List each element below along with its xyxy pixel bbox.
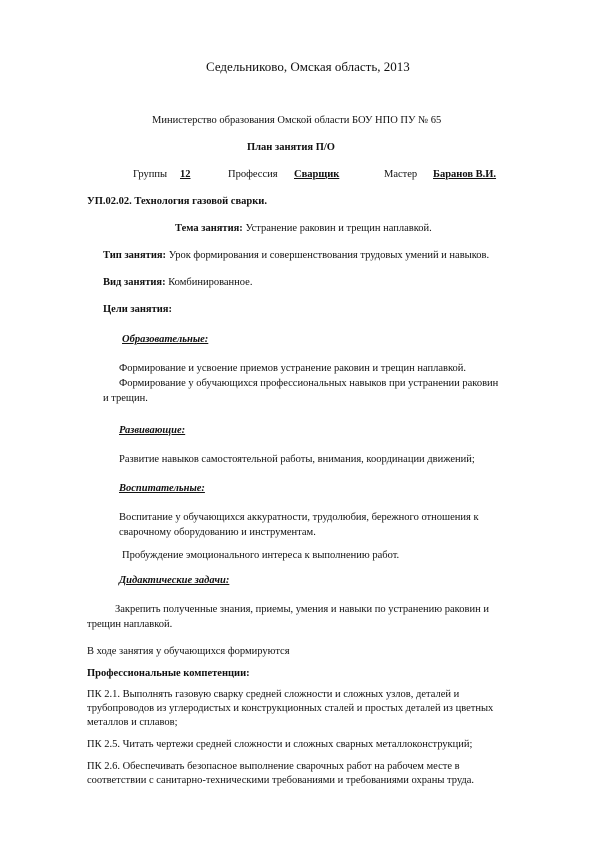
kind-line bbox=[103, 276, 252, 289]
pk-2-6-line-2: соответствии с санитарно-техническими требованиями и требованиями охраны труда. bbox=[87, 775, 475, 786]
kind-value: Комбинированное. bbox=[168, 277, 253, 288]
upbringing-line-1a: Воспитание у обучающихся аккуратности, трудолюбия, бережного отношения к bbox=[119, 512, 479, 523]
pk-2-1-line-2: трубопроводов из углеродистых и конструкционных сталей и простых деталей из цветных bbox=[87, 703, 494, 714]
topic-value: Устранение раковин и трещин наплавкой. bbox=[245, 223, 432, 234]
topic-line bbox=[175, 222, 432, 235]
developing-heading: Развивающие: bbox=[119, 425, 186, 436]
pk-2-5: ПК 2.5. Читать чертежи средней сложности и сложных сварных металлоконструкций; bbox=[87, 739, 473, 750]
pk-2-6-line-1: ПК 2.6. Обеспечивать безопасное выполнение сварочных работ на рабочем месте в bbox=[87, 761, 460, 772]
kind-label: Вид занятия: bbox=[103, 277, 166, 288]
educational-line-2a: Формирование у обучающихся профессиональных навыков при устранении раковин bbox=[119, 378, 499, 389]
profession-value: Сварщик bbox=[294, 169, 340, 180]
profession-label: Профессия bbox=[228, 169, 278, 180]
type-value: Урок формирования и совершенствования трудовых умений и навыков. bbox=[168, 250, 490, 261]
developing-text: Развитие навыков самостоятельной работы, внимания, координации движений; bbox=[119, 454, 475, 465]
module-code: УП.02.02. bbox=[87, 196, 132, 207]
educational-line-1: Формирование и усвоение приемов устранение раковин и трещин наплавкой. bbox=[119, 363, 467, 374]
didactic-line-1: Закрепить полученные знания, приемы, умения и навыки по устранению раковин и bbox=[115, 604, 489, 615]
module-line bbox=[87, 195, 267, 208]
plan-title: План занятия П/О bbox=[247, 142, 335, 153]
pk-2-1-line-3: металлов и сплавов; bbox=[87, 717, 178, 728]
upbringing-line-2: Пробуждение эмоционального интереса к выполнению работ. bbox=[122, 550, 400, 561]
module-name: Технология газовой сварки. bbox=[134, 196, 267, 207]
master-value: Баранов В.И. bbox=[433, 169, 497, 180]
goals-label: Цели занятия: bbox=[103, 304, 172, 315]
ministry-line: Министерство образования Омской области БОУ НПО ПУ № 65 bbox=[152, 115, 442, 126]
educational-heading: Образовательные: bbox=[122, 334, 209, 345]
formed-intro: В ходе занятия у обучающихся формируются bbox=[87, 646, 290, 657]
topic-label: Тема занятия: bbox=[175, 223, 243, 234]
type-line bbox=[103, 249, 489, 262]
type-label: Тип занятия: bbox=[103, 250, 167, 261]
didactic-line-2: трещин наплавкой. bbox=[87, 619, 173, 630]
competencies-heading: Профессиональные компетенции: bbox=[87, 668, 250, 679]
master-label: Мастер bbox=[384, 169, 418, 180]
place-year: Седельниково, Омская область, 2013 bbox=[206, 59, 410, 74]
pk-2-1-line-1: ПК 2.1. Выполнять газовую сварку средней сложности и сложных узлов, деталей и bbox=[87, 689, 460, 700]
upbringing-heading: Воспитательные: bbox=[119, 483, 205, 494]
group-value: 12 bbox=[180, 169, 191, 180]
group-label: Группы bbox=[133, 169, 168, 180]
didactic-heading: Дидактические задачи: bbox=[119, 575, 230, 586]
upbringing-line-1b: сварочному оборудованию и инструментам. bbox=[119, 527, 316, 538]
educational-line-2b: и трещин. bbox=[103, 393, 148, 404]
